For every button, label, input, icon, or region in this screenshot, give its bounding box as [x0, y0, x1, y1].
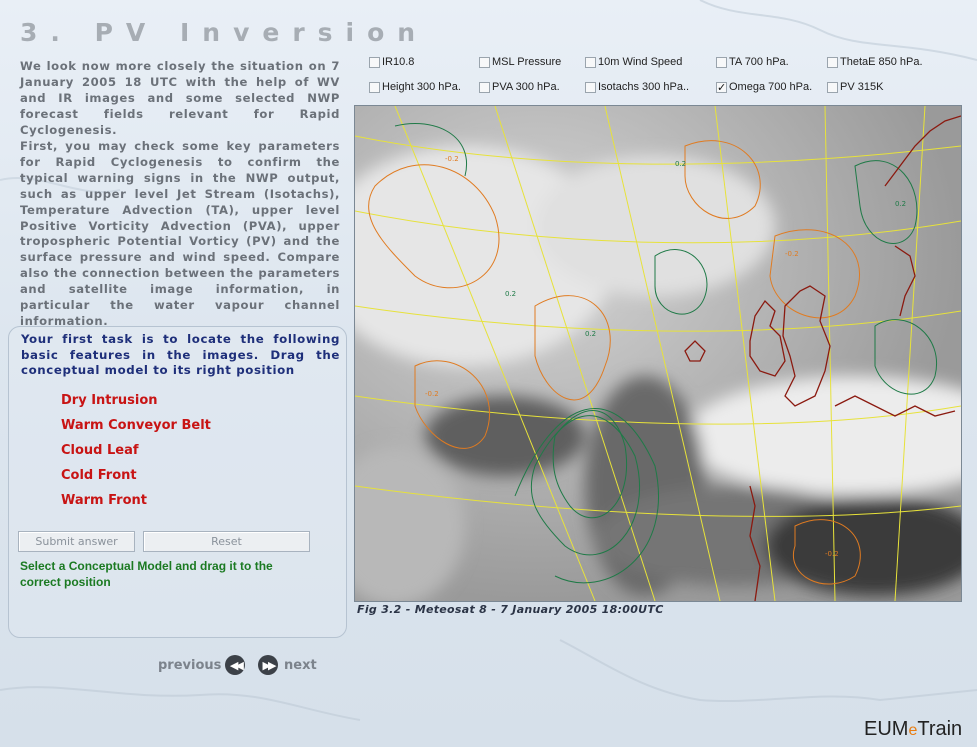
svg-text:0.2: 0.2 [585, 330, 597, 338]
svg-text:-0.2: -0.2 [825, 550, 839, 558]
satellite-image[interactable] [354, 105, 962, 602]
water-vapour-image [355, 106, 961, 601]
layer-ta-700[interactable]: TA 700 hPa. [716, 56, 789, 68]
reset-button[interactable]: Reset [143, 531, 310, 552]
fast-forward-icon[interactable]: ▶▶ [258, 655, 278, 675]
layer-omega-700[interactable]: ✓ Omega 700 hPa. [717, 81, 813, 94]
cm-dry-intrusion[interactable]: Dry Intrusion [61, 393, 158, 408]
cm-warm-front[interactable]: Warm Front [61, 493, 147, 508]
layer-pv-315k[interactable]: PV 315K [827, 81, 883, 93]
submit-answer-button[interactable]: Submit answer [18, 531, 135, 552]
checkbox-icon[interactable] [716, 57, 727, 68]
svg-text:0.2: 0.2 [505, 290, 517, 298]
checkbox-icon[interactable] [827, 82, 838, 93]
svg-text:-0.2: -0.2 [785, 250, 799, 258]
task-panel [8, 326, 347, 638]
page-title: 3. PV Inversion [20, 18, 429, 47]
next-label: next [284, 657, 317, 673]
checkbox-icon[interactable] [479, 57, 490, 68]
previous-button[interactable] [158, 655, 245, 675]
svg-text:0.2: 0.2 [895, 200, 907, 208]
layer-10m-wind-speed[interactable]: 10m Wind Speed [585, 56, 682, 68]
checkbox-icon[interactable] [585, 57, 596, 68]
checkbox-icon[interactable] [827, 57, 838, 68]
checkbox-icon[interactable] [585, 82, 596, 93]
drag-instruction: Select a Conceptual Model and drag it to the correct position [20, 559, 273, 589]
checkbox-icon[interactable] [479, 82, 490, 93]
svg-text:-0.2: -0.2 [445, 155, 459, 163]
layer-isotachs-300[interactable]: Isotachs 300 hPa.. [585, 81, 689, 93]
layer-pva-300[interactable]: PVA 300 hPa. [479, 81, 560, 93]
svg-text:0.2: 0.2 [675, 160, 687, 168]
cm-cold-front[interactable]: Cold Front [61, 468, 137, 483]
intro-paragraph-1: We look now more closely the situation on 7 January 2005 18 UTC with the help of WV and IR images and some selected NWP forecast fields relevant for Rapid Cyclogenesis. [20, 59, 340, 137]
layer-ir108[interactable]: IR10.8 [369, 56, 414, 68]
intro-paragraph-2: First, you may check some key parameters for Rapid Cyclogenesis to confirm the typical warning signs in the NWP output, such as upper level Jet Stream (Isotachs), Temperature Advection (TA), upper level Positive Vorticity Advection (PVA), upper tropospheric Potential Vorticy (PV) and the surface pressure and wind speed. Compare also the connection between the parameters and satellite image information, in particular the water vapour channel information. [20, 139, 340, 328]
eumetrain-logo: EUMeTrain [864, 718, 963, 740]
rewind-icon[interactable]: ◀◀ [225, 655, 245, 675]
layer-thetae-850[interactable]: ThetaE 850 hPa. [827, 56, 923, 68]
layer-height-300[interactable]: Height 300 hPa. [369, 81, 461, 93]
previous-label: previous [158, 657, 222, 673]
cm-warm-conveyor-belt[interactable]: Warm Conveyor Belt [61, 418, 211, 433]
layer-msl-pressure[interactable]: MSL Pressure [479, 56, 561, 68]
figure-caption: Fig 3.2 - Meteosat 8 - 7 January 2005 18:00UTC [357, 603, 664, 616]
svg-text:-0.2: -0.2 [425, 390, 439, 398]
checkbox-icon[interactable] [369, 82, 380, 93]
cm-cloud-leaf[interactable]: Cloud Leaf [61, 443, 139, 458]
checkbox-icon[interactable] [369, 57, 380, 68]
checkbox-checked-icon[interactable]: ✓ [717, 81, 727, 94]
next-button[interactable] [258, 655, 317, 675]
task-instructions: Your first task is to locate the following basic features in the images. Drag the conceptual model to its right position [21, 332, 340, 378]
